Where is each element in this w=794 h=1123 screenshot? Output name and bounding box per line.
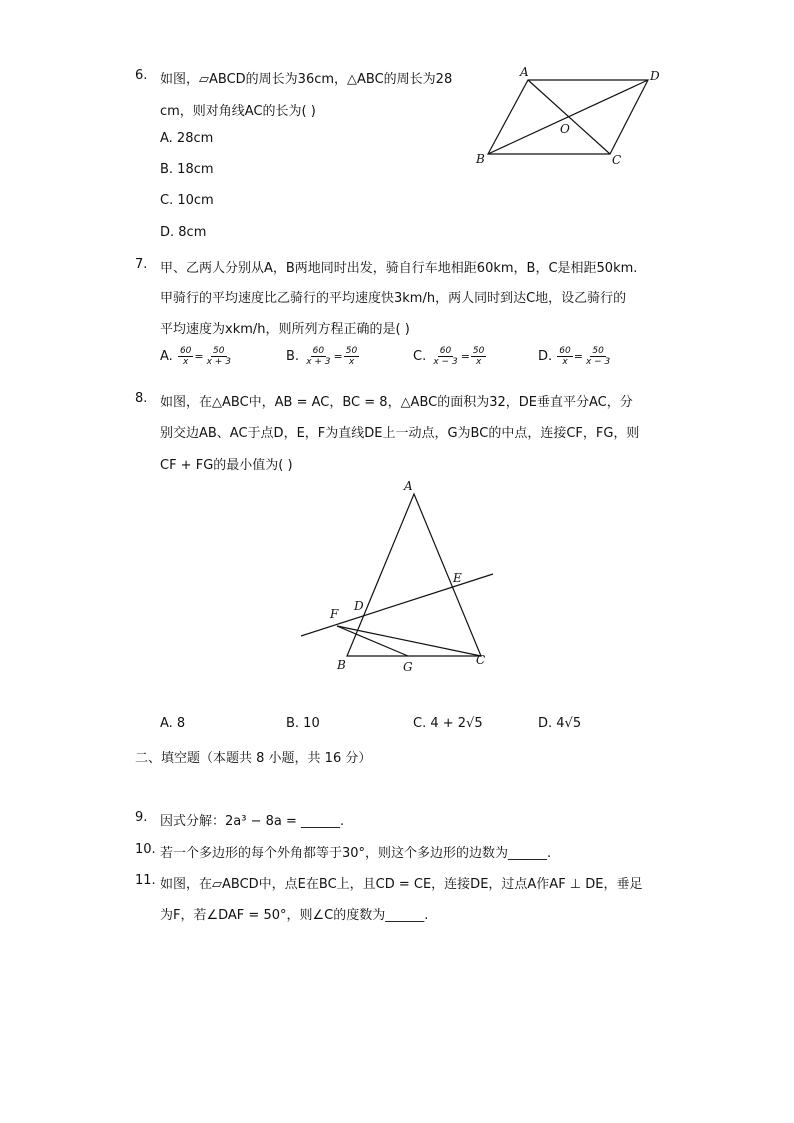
question-text-line: CF + FG的最小值为( ) — [160, 458, 293, 473]
parallelogram-figure — [470, 60, 670, 175]
question-text-line: 为F，若∠DAF = 50°，则∠C的度数为______. — [160, 908, 429, 923]
option-d[interactable]: D. 4√5 — [538, 716, 582, 731]
option-b[interactable]: B. 10 — [286, 716, 320, 731]
question-text-line: 别交边AB、AC于点D，E，F为直线DE上一动点，G为BC的中点，连接CF，FG，则 — [160, 426, 640, 441]
question-text-line: cm，则对角线AC的长为( ) — [160, 104, 316, 119]
question-number: 8. — [135, 391, 148, 406]
option-a[interactable]: A. 8 — [160, 716, 186, 731]
label-a: A — [520, 65, 529, 79]
fraction-right: $\frac{50}{x}$ — [345, 346, 358, 367]
label-e: E — [453, 571, 462, 585]
triangle-figure — [295, 470, 510, 680]
question-text-line: 如图，在▱ABCD中，点E在BC上，且CD = CE，连接DE，过点A作AF ⊥ DE，垂足 — [160, 877, 643, 892]
label-f: F — [330, 607, 339, 621]
label-d: D — [354, 599, 364, 613]
question-text-line: 如图，在△ABC中，AB = AC，BC = 8，△ABC的面积为32，DE垂直平分AC，分 — [160, 395, 633, 410]
option-a[interactable]: A. 28cm — [160, 131, 214, 146]
option-c[interactable]: C. 4 + 2√5 — [413, 716, 483, 731]
question-text-line: 平均速度为xkm/h，则所列方程正确的是( ) — [160, 322, 410, 337]
option-c[interactable]: C. 10cm — [160, 193, 214, 208]
fraction-right: $\frac{50}{x + 3}$ — [206, 346, 231, 367]
question-number: 6. — [135, 68, 148, 83]
option-d[interactable]: D. 8cm — [160, 225, 207, 240]
fraction-left: $\frac{60}{x}$ — [179, 346, 192, 367]
question-text-line: 甲骑行的平均速度比乙骑行的平均速度快3km/h，两人同时到达C地，设乙骑行的 — [160, 291, 627, 306]
question-text-line: 因式分解：2a³ − 8a = ______. — [160, 814, 345, 829]
label-b: B — [476, 152, 485, 166]
label-b: B — [337, 658, 346, 672]
option-a[interactable]: A. $\frac{60}{x}$ = $\frac{50}{x + 3}$ — [160, 346, 231, 367]
label-g: G — [403, 660, 413, 674]
question-text-line: 若一个多边形的每个外角都等于30°，则这个多边形的边数为______. — [160, 846, 552, 861]
label-o: O — [560, 122, 570, 136]
label-a: A — [404, 479, 413, 493]
label-c: C — [612, 153, 622, 167]
fraction-right: $\frac{50}{x}$ — [472, 346, 485, 367]
question-number: 7. — [135, 257, 148, 272]
fraction-right: $\frac{50}{x - 3}$ — [585, 346, 611, 367]
question-number: 11. — [135, 873, 156, 888]
option-c[interactable]: C. $\frac{60}{x - 3}$ = $\frac{50}{x}$ — [413, 346, 485, 367]
question-number: 10. — [135, 842, 156, 857]
question-number: 9. — [135, 810, 148, 825]
fraction-left: $\frac{60}{x + 3}$ — [306, 346, 331, 367]
fraction-left: $\frac{60}{x - 3}$ — [433, 346, 458, 367]
option-b[interactable]: B. 18cm — [160, 162, 214, 177]
label-c: C — [476, 653, 486, 667]
fraction-left: $\frac{60}{x}$ — [559, 346, 571, 367]
option-d[interactable]: D. $\frac{60}{x}$ = $\frac{50}{x - 3}$ — [538, 346, 611, 367]
section-heading: 二、填空题（本题共 8 小题，共 16 分） — [135, 751, 372, 766]
label-d: D — [650, 69, 660, 83]
question-text-line: 如图，▱ABCD的周长为36cm，△ABC的周长为28 — [160, 72, 453, 87]
option-b[interactable]: B. $\frac{60}{x + 3}$ = $\frac{50}{x}$ — [286, 346, 358, 367]
question-text-line: 甲、乙两人分别从A，B两地同时出发，骑自行车地相距60km，B，C是相距50km. — [160, 261, 638, 276]
